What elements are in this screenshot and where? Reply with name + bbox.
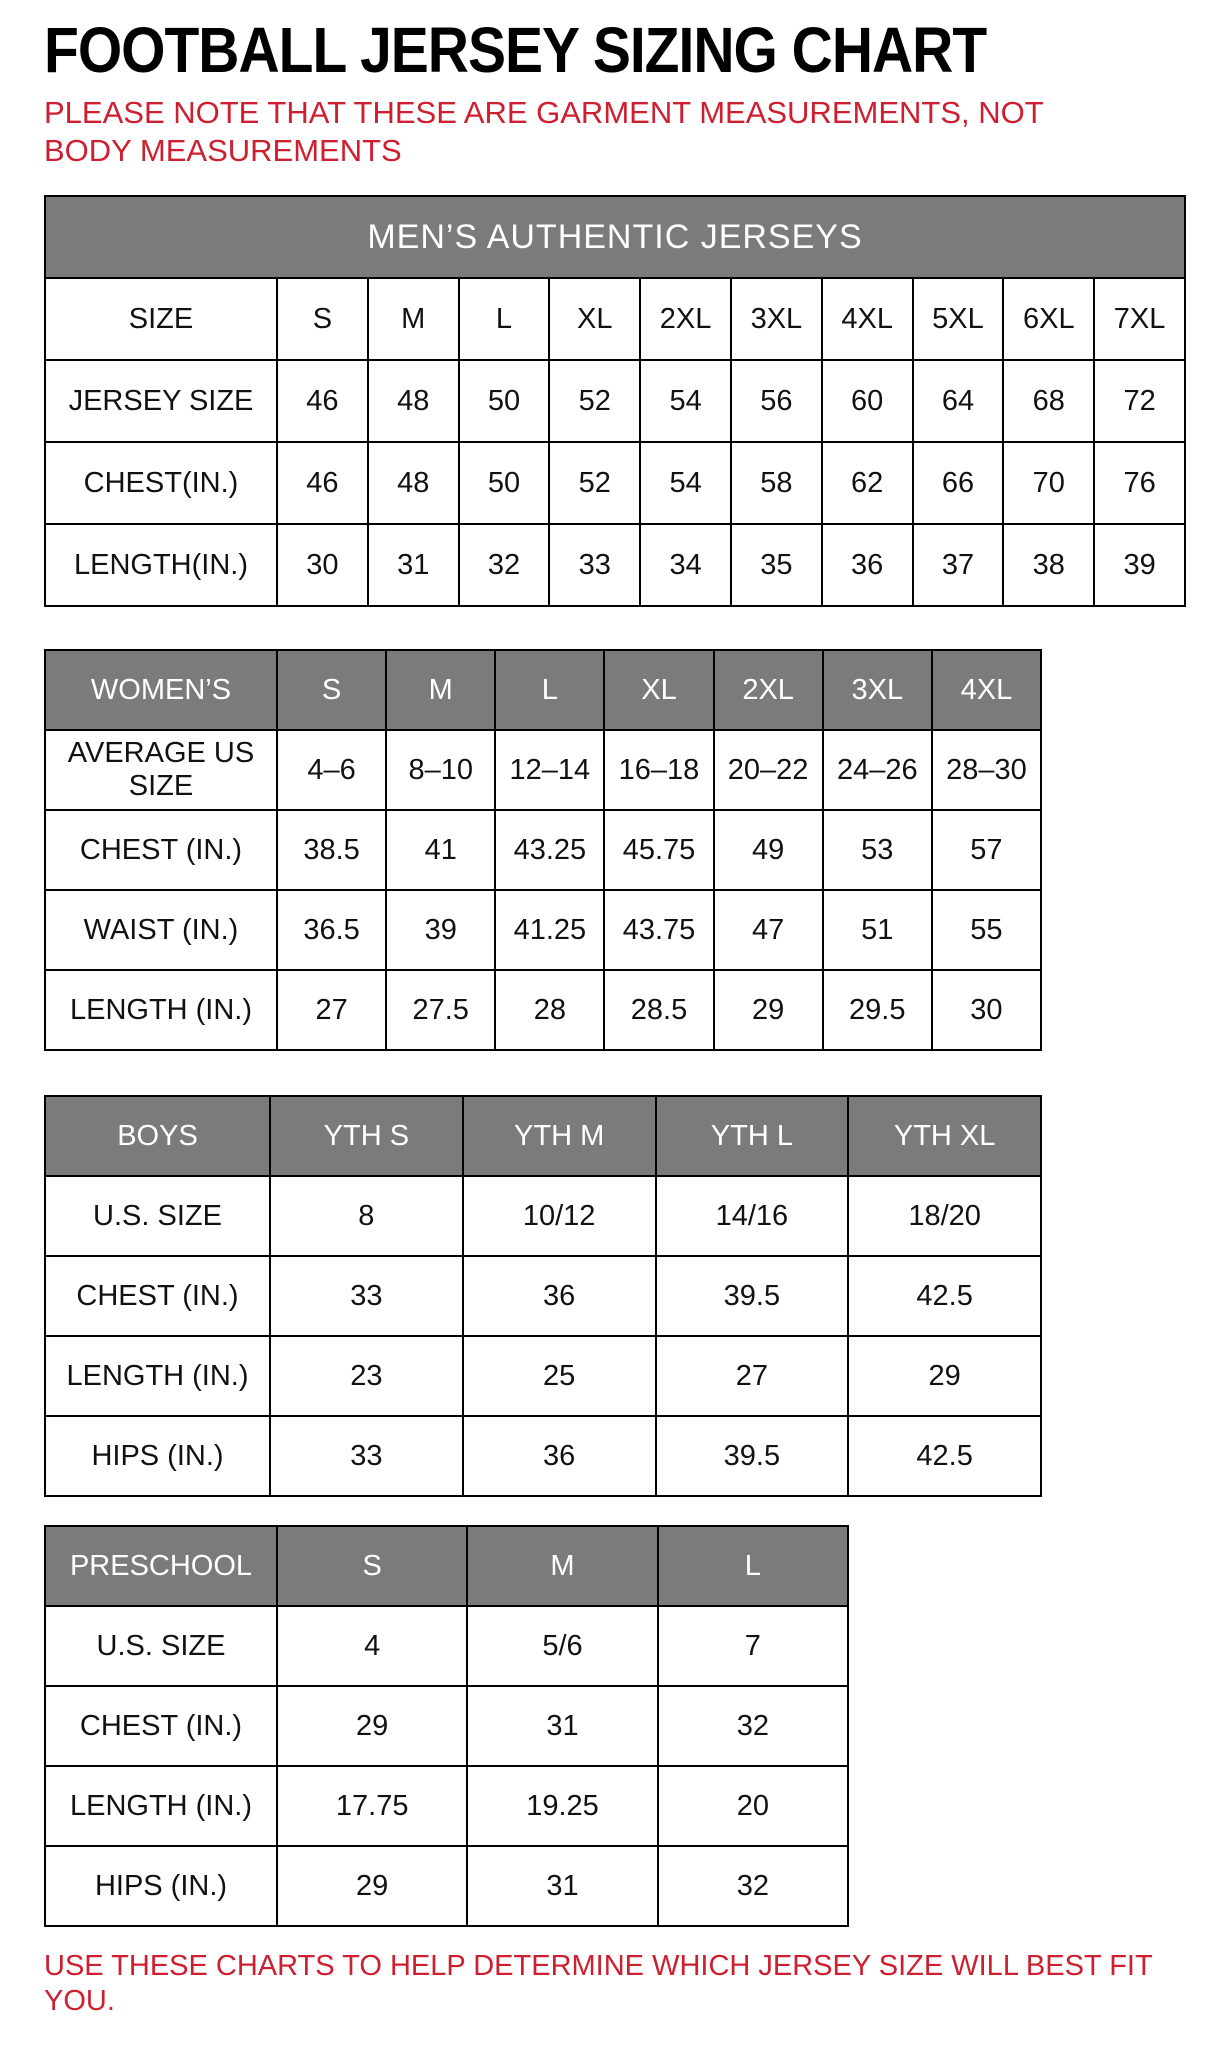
table-row bbox=[45, 1176, 1041, 1256]
row-label: HIPS (IN.) bbox=[45, 1846, 277, 1926]
table-cell: 3XL bbox=[731, 278, 822, 360]
table-cell: 32 bbox=[658, 1686, 848, 1766]
boys-sizing-table bbox=[44, 1095, 1042, 1497]
table-cell: 66 bbox=[913, 442, 1004, 524]
table-cell: 39 bbox=[386, 890, 495, 970]
table-row bbox=[45, 1606, 848, 1686]
table-row bbox=[45, 1416, 1041, 1496]
table-cell: 18/20 bbox=[848, 1176, 1041, 1256]
table-cell: 39.5 bbox=[656, 1416, 849, 1496]
table-header-row bbox=[45, 1096, 1041, 1176]
row-label: LENGTH(IN.) bbox=[45, 524, 277, 606]
footer-note: USE THESE CHARTS TO HELP DETERMINE WHICH JERSEY SIZE WILL BEST FIT YOU. bbox=[44, 1950, 1153, 2018]
row-label: WAIST (IN.) bbox=[45, 890, 277, 970]
table-cell: 54 bbox=[640, 360, 731, 442]
table-cell: 31 bbox=[467, 1686, 657, 1766]
table-cell: 56 bbox=[731, 360, 822, 442]
table-header-cell: YTH L bbox=[656, 1096, 849, 1176]
row-label: CHEST (IN.) bbox=[45, 810, 277, 890]
table-title-row bbox=[45, 196, 1185, 278]
table-header-row bbox=[45, 650, 1041, 730]
table-cell: M bbox=[368, 278, 459, 360]
table-cell: 32 bbox=[658, 1846, 848, 1926]
table-header-cell: YTH XL bbox=[848, 1096, 1041, 1176]
page-title-text: FOOTBALL JERSEY SIZING CHART bbox=[44, 15, 987, 87]
table-row bbox=[45, 1846, 848, 1926]
table-cell: 7 bbox=[658, 1606, 848, 1686]
table-cell: 49 bbox=[714, 810, 823, 890]
table-cell: 39 bbox=[1094, 524, 1185, 606]
row-label: LENGTH (IN.) bbox=[45, 1336, 270, 1416]
table-cell: 10/12 bbox=[463, 1176, 656, 1256]
table-header-cell: 4XL bbox=[932, 650, 1041, 730]
table-cell: 27.5 bbox=[386, 970, 495, 1050]
table-row bbox=[45, 890, 1041, 970]
womens-sizing-table bbox=[44, 649, 1042, 1051]
row-label: U.S. SIZE bbox=[45, 1176, 270, 1256]
table-cell: 60 bbox=[822, 360, 913, 442]
table-cell: 62 bbox=[822, 442, 913, 524]
table-cell: 54 bbox=[640, 442, 731, 524]
table-row bbox=[45, 970, 1041, 1050]
row-label: LENGTH (IN.) bbox=[45, 970, 277, 1050]
table-row bbox=[45, 1686, 848, 1766]
table-row bbox=[45, 810, 1041, 890]
table-cell: 38 bbox=[1003, 524, 1094, 606]
table-cell: 50 bbox=[459, 442, 550, 524]
row-label: CHEST (IN.) bbox=[45, 1686, 277, 1766]
row-label: SIZE bbox=[45, 278, 277, 360]
table-header-cell: L bbox=[658, 1526, 848, 1606]
table-cell: 29 bbox=[714, 970, 823, 1050]
measurement-note: PLEASE NOTE THAT THESE ARE GARMENT MEASUREMENTS, NOT BODY MEASUREMENTS bbox=[44, 94, 1044, 168]
table-cell: 8–10 bbox=[386, 730, 495, 810]
table-cell: 4–6 bbox=[277, 730, 386, 810]
row-label: LENGTH (IN.) bbox=[45, 1766, 277, 1846]
table-cell: 16–18 bbox=[604, 730, 713, 810]
table-header-cell: M bbox=[386, 650, 495, 730]
table-row bbox=[45, 278, 1185, 360]
table-cell: 35 bbox=[731, 524, 822, 606]
table-cell: 29 bbox=[277, 1686, 467, 1766]
row-label: JERSEY SIZE bbox=[45, 360, 277, 442]
table-cell: 53 bbox=[823, 810, 932, 890]
table-header-row bbox=[45, 1526, 848, 1606]
table-cell: 46 bbox=[277, 360, 368, 442]
table-cell: 72 bbox=[1094, 360, 1185, 442]
table-cell: 33 bbox=[549, 524, 640, 606]
table-cell: 33 bbox=[270, 1416, 463, 1496]
table-cell: 29 bbox=[277, 1846, 467, 1926]
table-cell: 68 bbox=[1003, 360, 1094, 442]
table-header-cell: S bbox=[277, 650, 386, 730]
table-cell: 30 bbox=[932, 970, 1041, 1050]
table-cell: 38.5 bbox=[277, 810, 386, 890]
preschool-sizing-table bbox=[44, 1525, 849, 1927]
table-cell: 31 bbox=[368, 524, 459, 606]
table-header-label: PRESCHOOL bbox=[45, 1526, 277, 1606]
table-cell: 45.75 bbox=[604, 810, 713, 890]
table-cell: 23 bbox=[270, 1336, 463, 1416]
table-cell: 57 bbox=[932, 810, 1041, 890]
table-cell: 20 bbox=[658, 1766, 848, 1846]
table-cell: 43.75 bbox=[604, 890, 713, 970]
table-header-label: WOMEN’S bbox=[45, 650, 277, 730]
table-cell: 48 bbox=[368, 442, 459, 524]
page-title bbox=[44, 15, 1176, 87]
table-cell: 19.25 bbox=[467, 1766, 657, 1846]
table-cell: 7XL bbox=[1094, 278, 1185, 360]
table-cell: 42.5 bbox=[848, 1416, 1041, 1496]
table-cell: 12–14 bbox=[495, 730, 604, 810]
table-header-cell: M bbox=[467, 1526, 657, 1606]
table-cell: 42.5 bbox=[848, 1256, 1041, 1336]
row-label: CHEST (IN.) bbox=[45, 1256, 270, 1336]
table-cell: 50 bbox=[459, 360, 550, 442]
table-cell: 52 bbox=[549, 442, 640, 524]
table-cell: 55 bbox=[932, 890, 1041, 970]
table-cell: 41 bbox=[386, 810, 495, 890]
table-cell: 31 bbox=[467, 1846, 657, 1926]
table-cell: 30 bbox=[277, 524, 368, 606]
table-cell: 58 bbox=[731, 442, 822, 524]
mens-sizing-table bbox=[44, 195, 1186, 607]
table-cell: 36 bbox=[463, 1256, 656, 1336]
table-cell: 28 bbox=[495, 970, 604, 1050]
table-row bbox=[45, 442, 1185, 524]
table-row bbox=[45, 730, 1041, 810]
table-cell: 32 bbox=[459, 524, 550, 606]
table-cell: 33 bbox=[270, 1256, 463, 1336]
table-cell: 34 bbox=[640, 524, 731, 606]
table-cell: 6XL bbox=[1003, 278, 1094, 360]
table-header-cell: YTH M bbox=[463, 1096, 656, 1176]
table-cell: 36.5 bbox=[277, 890, 386, 970]
table-cell: 17.75 bbox=[277, 1766, 467, 1846]
table-cell: 28.5 bbox=[604, 970, 713, 1050]
table-cell: 2XL bbox=[640, 278, 731, 360]
row-label: CHEST(IN.) bbox=[45, 442, 277, 524]
table-header-cell: L bbox=[495, 650, 604, 730]
table-cell: 4 bbox=[277, 1606, 467, 1686]
table-cell: 36 bbox=[463, 1416, 656, 1496]
table-cell: 48 bbox=[368, 360, 459, 442]
table-cell: 8 bbox=[270, 1176, 463, 1256]
table-cell: 4XL bbox=[822, 278, 913, 360]
table-cell: XL bbox=[549, 278, 640, 360]
table-cell: 46 bbox=[277, 442, 368, 524]
table-header-label: BOYS bbox=[45, 1096, 270, 1176]
table-header-cell: YTH S bbox=[270, 1096, 463, 1176]
table-cell: 47 bbox=[714, 890, 823, 970]
row-label: U.S. SIZE bbox=[45, 1606, 277, 1686]
table-cell: 25 bbox=[463, 1336, 656, 1416]
table-row bbox=[45, 360, 1185, 442]
table-header-cell: 2XL bbox=[714, 650, 823, 730]
table-cell: 27 bbox=[277, 970, 386, 1050]
table-title: MEN’S AUTHENTIC JERSEYS bbox=[45, 196, 1185, 278]
table-cell: 29.5 bbox=[823, 970, 932, 1050]
table-cell: 29 bbox=[848, 1336, 1041, 1416]
table-header-cell: XL bbox=[604, 650, 713, 730]
table-cell: 64 bbox=[913, 360, 1004, 442]
table-cell: 27 bbox=[656, 1336, 849, 1416]
table-header-cell: 3XL bbox=[823, 650, 932, 730]
table-cell: 14/16 bbox=[656, 1176, 849, 1256]
table-cell: S bbox=[277, 278, 368, 360]
table-row bbox=[45, 524, 1185, 606]
table-header-cell: S bbox=[277, 1526, 467, 1606]
table-cell: 20–22 bbox=[714, 730, 823, 810]
table-cell: 51 bbox=[823, 890, 932, 970]
table-cell: 41.25 bbox=[495, 890, 604, 970]
table-row bbox=[45, 1766, 848, 1846]
table-row bbox=[45, 1256, 1041, 1336]
table-cell: 5/6 bbox=[467, 1606, 657, 1686]
table-cell: 43.25 bbox=[495, 810, 604, 890]
table-cell: 36 bbox=[822, 524, 913, 606]
table-cell: 37 bbox=[913, 524, 1004, 606]
table-row bbox=[45, 1336, 1041, 1416]
table-cell: 70 bbox=[1003, 442, 1094, 524]
table-cell: L bbox=[459, 278, 550, 360]
row-label: AVERAGE US SIZE bbox=[45, 730, 277, 810]
table-cell: 5XL bbox=[913, 278, 1004, 360]
table-cell: 39.5 bbox=[656, 1256, 849, 1336]
table-cell: 76 bbox=[1094, 442, 1185, 524]
table-cell: 24–26 bbox=[823, 730, 932, 810]
table-cell: 28–30 bbox=[932, 730, 1041, 810]
table-cell: 52 bbox=[549, 360, 640, 442]
row-label: HIPS (IN.) bbox=[45, 1416, 270, 1496]
